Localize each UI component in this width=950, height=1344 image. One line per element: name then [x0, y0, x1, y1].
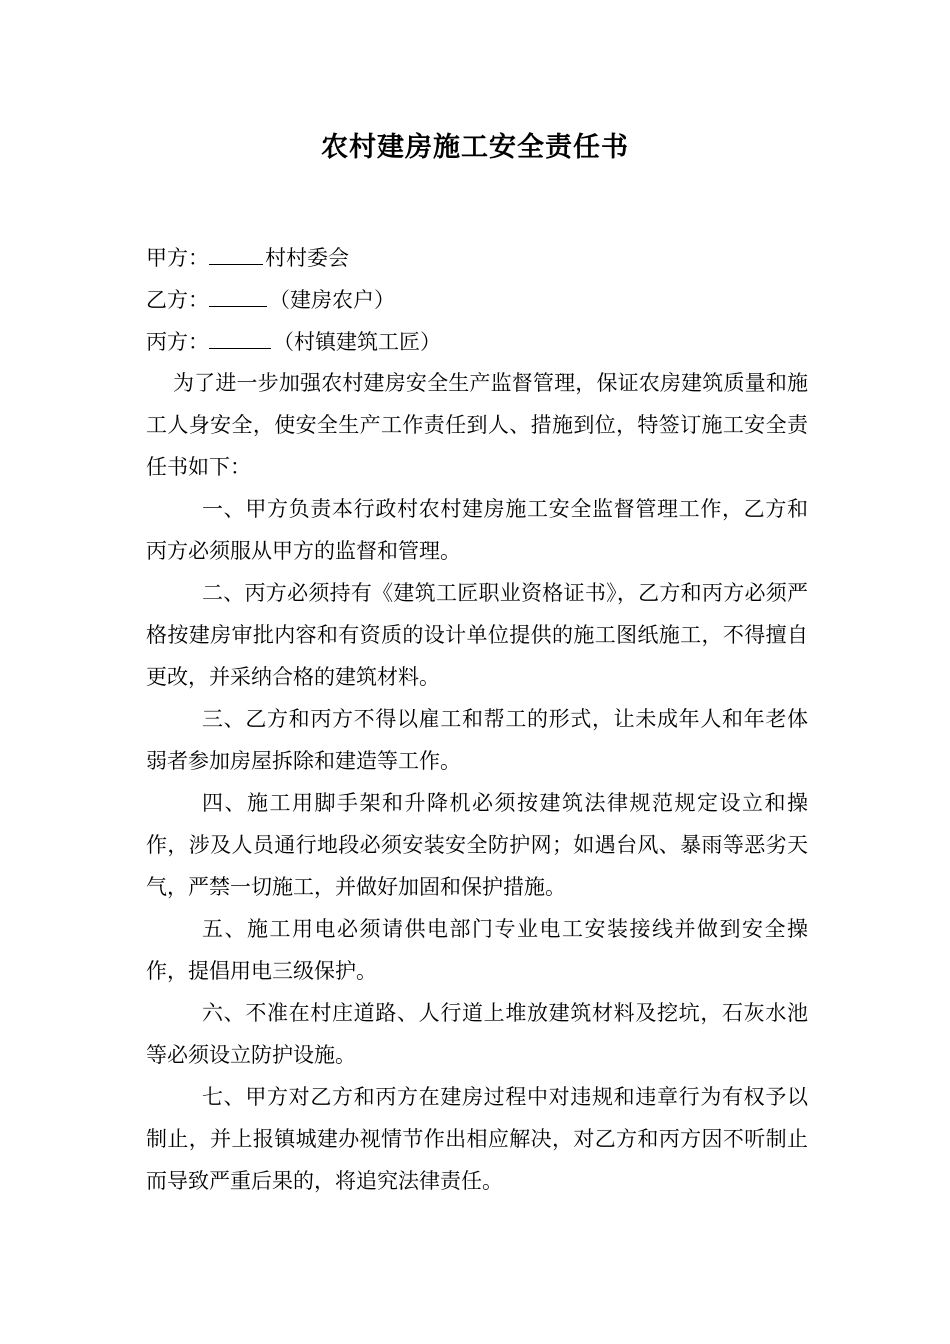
- party-b-label: 乙方：: [146, 288, 209, 312]
- intro-paragraph: 为了进一步加强农村建房安全生产监督管理，保证农房建筑质量和施工人身安全，使安全生产工作责任到人、措施到位，特签订施工安全责任书如下：: [146, 371, 808, 479]
- clause-4: 四、施工用脚手架和升降机必须按建筑法律规范规定设立和操作，涉及人员通行地段必须安装安全防护网；如遇台风、暴雨等恶劣天气，严禁一切施工，并做好加固和保护措施。: [146, 791, 808, 899]
- document-title: 农村建房施工安全责任书: [321, 132, 629, 163]
- party-c-blank: [209, 328, 271, 349]
- clause-6: 六、不准在村庄道路、人行道上堆放建筑材料及挖坑，石灰水池等必须设立防护设施。: [146, 1001, 808, 1067]
- parties-block: [146, 237, 806, 363]
- clause-7: 七、甲方对乙方和丙方在建房过程中对违规和违章行为有权予以制止，并上报镇城建办视情节作出相应解决，对乙方和丙方因不听制止而导致严重后果的，将追究法律责任。: [146, 1085, 808, 1193]
- clause-2: 二、丙方必须持有《建筑工匠职业资格证书》，乙方和丙方必须严格按建房审批内容和有资质的设计单位提供的施工图纸施工，不得擅自更改，并采纳合格的建筑材料。: [146, 581, 808, 689]
- clause-5: 五、施工用电必须请供电部门专业电工安装接线并做到安全操作，提倡用电三级保护。: [146, 917, 808, 983]
- party-b-blank: [209, 286, 267, 307]
- party-b: [146, 279, 806, 321]
- party-a-suffix: 村村委会: [265, 246, 349, 270]
- party-c-suffix: （村镇建筑工匠）: [273, 330, 441, 354]
- party-a-blank: [209, 244, 263, 265]
- clause-1: 一、甲方负责本行政村农村建房施工安全监督管理工作，乙方和丙方必须服从甲方的监督和管理。: [146, 497, 808, 563]
- party-a-label: 甲方：: [146, 246, 209, 270]
- party-c: [146, 321, 806, 363]
- document-body: [146, 362, 808, 1202]
- party-a: [146, 237, 806, 279]
- party-c-label: 丙方：: [146, 330, 209, 354]
- clause-3: 三、乙方和丙方不得以雇工和帮工的形式，让未成年人和年老体弱者参加房屋拆除和建造等工作。: [146, 707, 808, 773]
- party-b-suffix: （建房农户）: [269, 288, 395, 312]
